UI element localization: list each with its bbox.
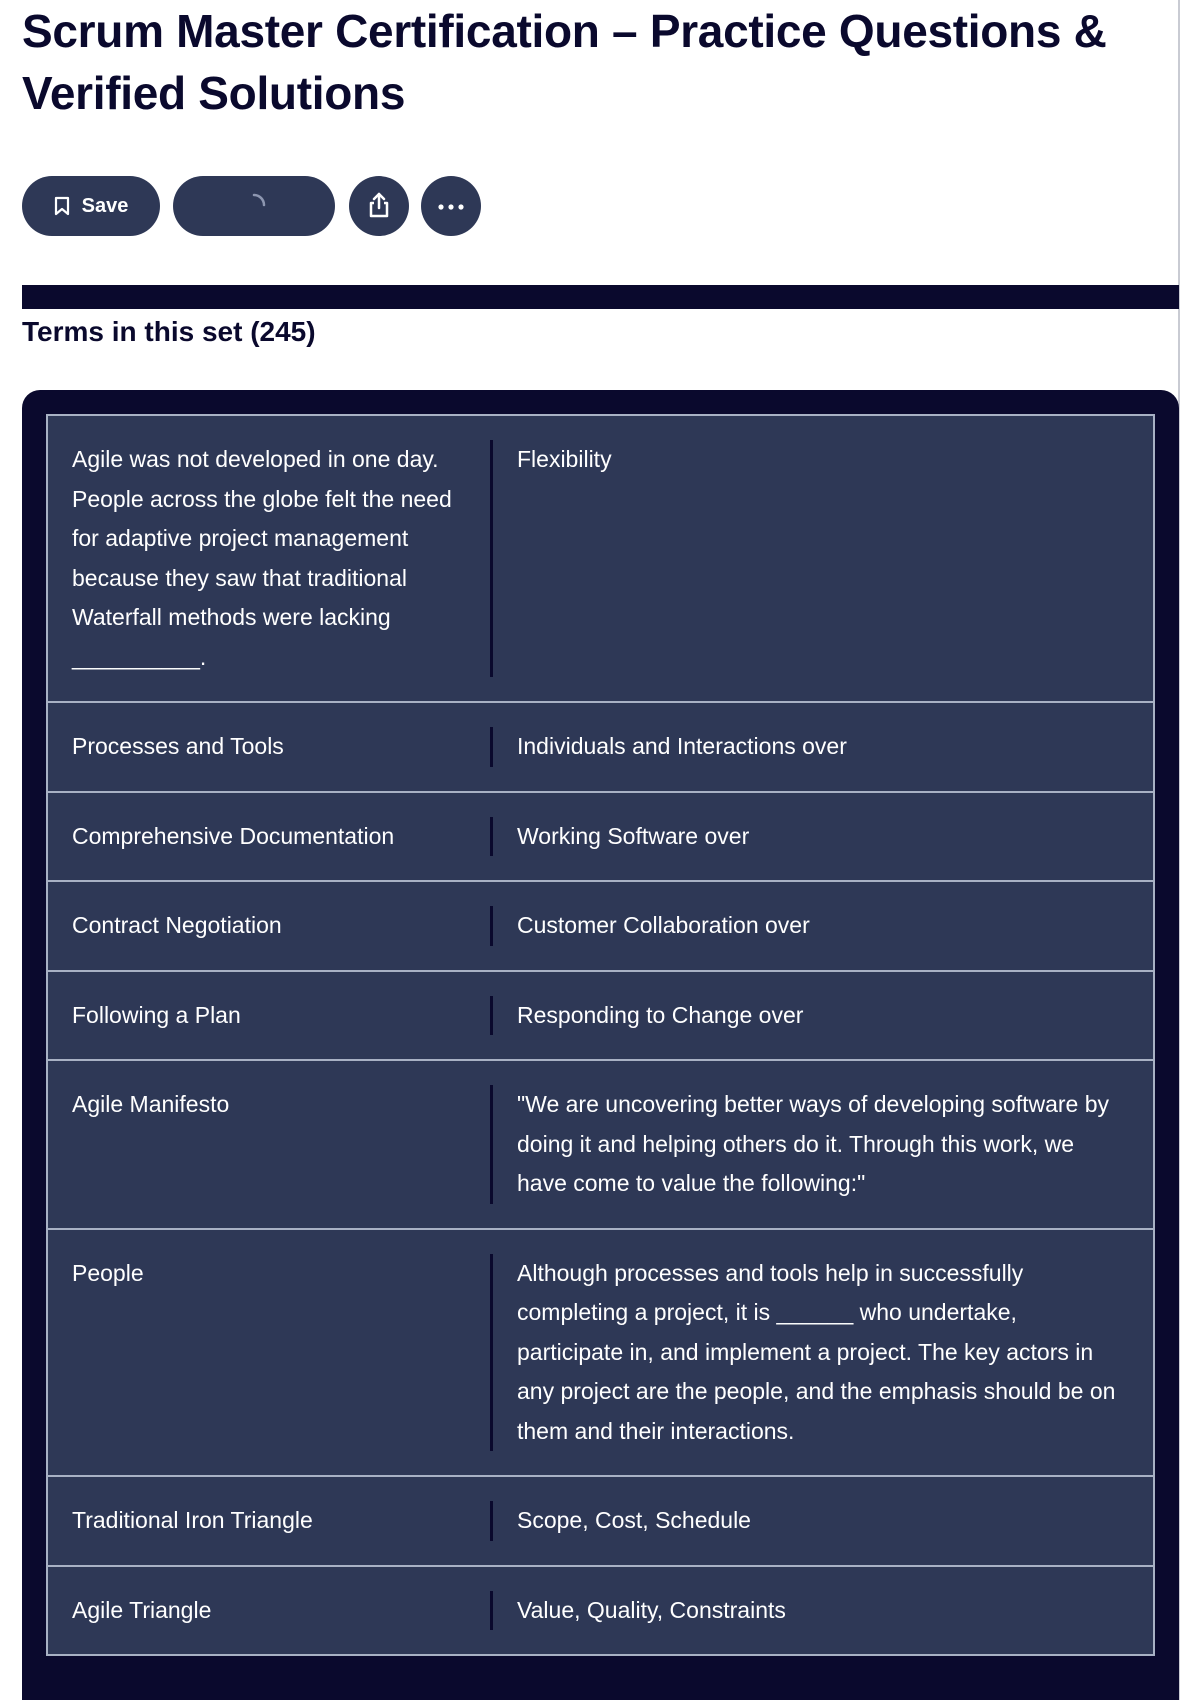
term-row xyxy=(46,701,1155,793)
loading-button[interactable] xyxy=(173,176,335,236)
term-text: Agile was not developed in one day. People across the globe felt the need for adaptive project management because they saw that traditional Waterfall methods were lacking __________. xyxy=(48,440,493,677)
more-options-button[interactable] xyxy=(421,176,481,236)
definition-text: Responding to Change over xyxy=(517,1001,804,1028)
term-text: Following a Plan xyxy=(48,996,493,1036)
terms-heading: Terms in this set (245) xyxy=(22,316,316,347)
term-row xyxy=(46,1228,1155,1478)
section-divider xyxy=(22,285,1179,309)
definition-text: "We are uncovering better ways of developing software by doing it and helping others do it. Through this work, we have come to value the following:" xyxy=(517,1091,1110,1196)
term-text: Agile Triangle xyxy=(48,1591,493,1631)
term-text: Traditional Iron Triangle xyxy=(48,1501,493,1541)
term-text: People xyxy=(48,1254,493,1452)
term-text: Contract Negotiation xyxy=(48,906,493,946)
term-row xyxy=(46,880,1155,972)
save-button-label: Save xyxy=(81,194,129,217)
definition-text: Although processes and tools help in successfully completing a project, it is ______ who undertake, participate in, and implement a project. The key actors in any project are the people, and the emphasis should be on them and their interactions. xyxy=(517,1259,1116,1444)
term-row xyxy=(46,970,1155,1062)
definition-text: Scope, Cost, Schedule xyxy=(517,1507,751,1533)
term-row xyxy=(46,1475,1155,1567)
term-text: Processes and Tools xyxy=(48,727,493,767)
term-text: Agile Manifesto xyxy=(48,1085,493,1204)
page-title: Scrum Master Certification – Practice Questions & Verified Solutions xyxy=(22,5,1107,119)
bookmark-icon xyxy=(54,196,70,216)
spinner-icon xyxy=(241,192,267,221)
more-icon xyxy=(436,199,466,214)
toolbar xyxy=(22,176,493,236)
definition-text: Working Software over xyxy=(517,822,750,849)
share-button[interactable] xyxy=(349,176,409,236)
term-row xyxy=(46,1059,1155,1230)
definition-text: Individuals and Interactions over xyxy=(517,733,847,759)
save-button[interactable] xyxy=(22,176,160,236)
share-icon xyxy=(364,190,394,223)
definition-text: Flexibility xyxy=(517,446,612,472)
definition-text: Customer Collaboration over xyxy=(517,912,810,938)
term-text: Comprehensive Documentation xyxy=(48,817,493,857)
definition-text: Value, Quality, Constraints xyxy=(517,1596,786,1623)
term-row xyxy=(46,414,1155,703)
terms-list xyxy=(22,390,1179,1700)
term-row xyxy=(46,791,1155,883)
term-row xyxy=(46,1565,1155,1657)
